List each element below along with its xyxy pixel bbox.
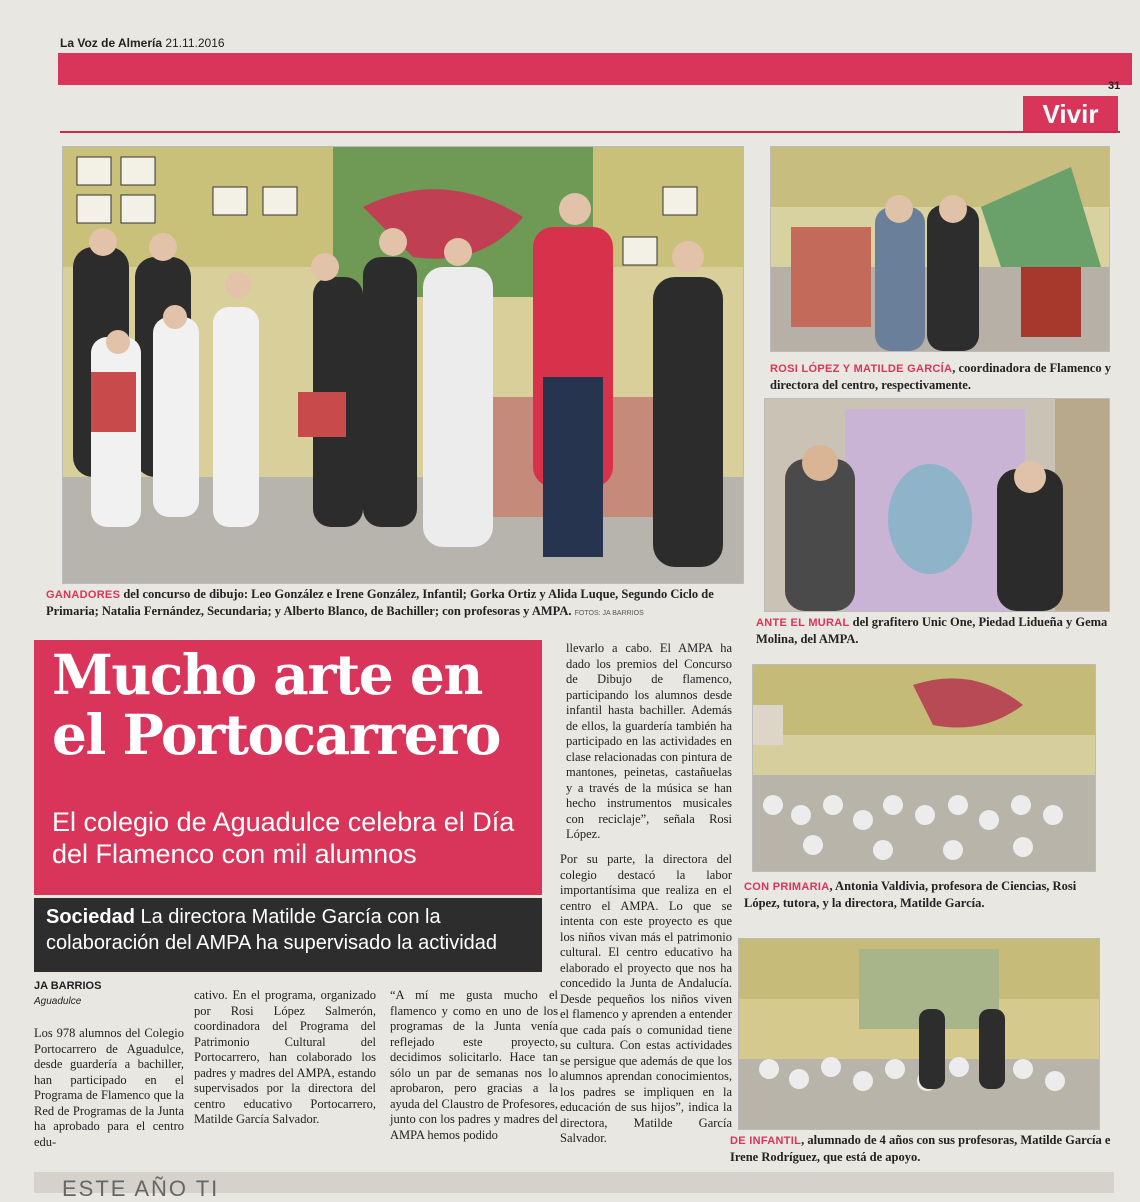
- bottom-teaser: ESTE AÑO TI: [62, 1176, 220, 1201]
- caption-lead: CON PRIMARIA: [744, 881, 830, 893]
- photo-5-caption: [730, 1132, 1120, 1165]
- body-column-3: “A mí me gusta mucho el flamenco y como en uno de los programas de la Junta venía reflejado este proyecto, decidimos solicitarlo. Hace tan sólo un par de semanas nos lo aprobaron, pero gracias a la ayuda del Claustro de Profesores, junto con los padres y madres del AMPA hemos podido: [390, 988, 558, 1142]
- photo-mural: [764, 398, 1110, 612]
- issue-date: 21.11.2016: [165, 36, 225, 50]
- caption-lead: ANTE EL MURAL: [756, 617, 850, 629]
- masthead: [60, 36, 225, 50]
- page-number: 31: [1108, 80, 1121, 92]
- byline: JA BARRIOS: [34, 980, 102, 992]
- body-column-4b: Por su parte, la directora del colegio destacó la labor importantísima que realiza en el centro el AMPA. Lo que se intenta con este proyecto es que los niños vivan más el patrimonio cultural. El centro educativo ha elaborado el proyecto que nos ha concedido la Junta de Andalucía. Desde pequeños los niños viven el flamenco y aprenden a entender que cada país o comunidad tiene su cultura. Con estas actividades se persigue que además de que los alumnos aprendan conocimientos, los padres se impliquen en la educación de sus hijos”, indica la directora, Matilde García Salvador.: [560, 852, 732, 1145]
- body-column-1: Los 978 alumnos del Colegio Portocarrero de Aguadulce, desde guardería a bachiller, han participado en el Programa de Flamenco que la Red de Programas de la Junta ha aprobado para el centro edu-: [34, 1026, 184, 1149]
- caption-text: , Antonia Valdivia, profesora de Ciencias, Rosi López, tutora, y la directora, Matilde García.: [744, 879, 1077, 910]
- photo-rosi-matilde: [770, 146, 1110, 352]
- subhead: El colegio de Aguadulce celebra el Día del Flamenco con mil alumnos: [52, 807, 515, 869]
- body-column-2: cativo. En el programa, organizado por Rosi López Salmerón, coordinadora del Programa del Patrimonio Cultural del Portocarrero, han colaborado los padres y madres del AMPA, estando supervisados por la directora del centro educativo Portocarrero, Matilde García Salvador.: [194, 988, 376, 1126]
- photo-credit: FOTOS: JA BARRIOS: [574, 610, 644, 617]
- headline: Mucho arte en el Portocarrero: [52, 642, 500, 767]
- caption-lead: DE INFANTIL: [730, 1135, 802, 1147]
- photo-2-caption: [770, 360, 1115, 393]
- section-tab: Vivir: [1023, 96, 1118, 132]
- caption-text: del grafitero Unic One, Piedad Lidueña y Gema Molina, del AMPA.: [756, 615, 1108, 646]
- photo-primaria: [752, 664, 1096, 872]
- main-photo: [62, 146, 744, 584]
- caption-lead: GANADORES: [46, 589, 121, 601]
- top-color-bar: [58, 53, 1132, 85]
- caption-text: del concurso de dibujo: Leo González e Irene González, Infantil; Gorka Ortiz y Alida Luque, Segundo Ciclo de Primaria; Natalia Fernández, Secundaria; y Alberto Blanco, de Bachiller; con profesoras y AMPA.: [46, 587, 714, 618]
- section-rule: [60, 131, 1120, 133]
- caption-text: , coordinadora de Flamenco y directora del centro, respectivamente.: [770, 361, 1111, 392]
- caption-text: , alumnado de 4 años con sus profesoras, Matilde García e Irene Rodríguez, que está de apoyo.: [730, 1133, 1111, 1164]
- kicker: [46, 904, 536, 956]
- photo-infantil: [738, 938, 1100, 1130]
- kicker-text: La directora Matilde García con la colaboración del AMPA ha supervisado la actividad: [46, 906, 498, 954]
- photo-3-caption: [756, 614, 1121, 647]
- body-column-4a: llevarlo a cabo. El AMPA ha dado los premios del Concurso de Dibujo de flamenco, participando los alumnos desde infantil hasta bachiller. Además de ellos, la guardería también ha participado en las actividades en clase relacionadas con pintura de mantones, peinetas, castañuelas y a través de la música se han hecho instrumentos musicales con reciclaje”, señala Rosi López.: [566, 641, 732, 841]
- dateline-place: Aguadulce: [34, 996, 82, 1007]
- photo-4-caption: [744, 878, 1114, 911]
- paper-name: La Voz de Almería: [60, 36, 163, 50]
- kicker-label: Sociedad: [46, 906, 135, 928]
- caption-lead: ROSI LÓPEZ Y MATILDE GARCÍA: [770, 363, 953, 375]
- main-photo-caption: [46, 586, 742, 622]
